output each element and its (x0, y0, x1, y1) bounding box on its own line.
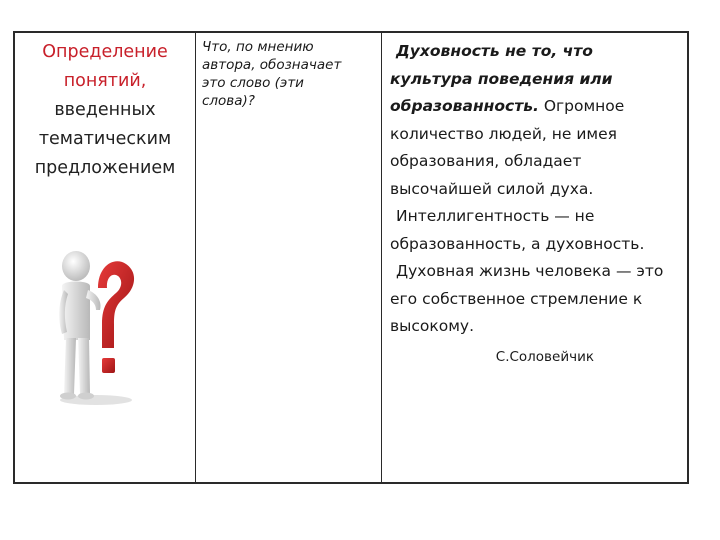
quote-line-5: образования, обладает (390, 152, 582, 170)
question-line-4: слова)? (202, 93, 255, 109)
description-line-1: введенных (54, 100, 156, 120)
column-divider-2 (381, 31, 382, 484)
quote-line-3-rest: Огромное (538, 97, 625, 115)
column-quote (390, 38, 682, 367)
term-line-2: понятий, (63, 71, 147, 91)
quote-line-3 (390, 93, 682, 121)
quote-line-1: Духовность не то, что (396, 42, 593, 60)
column-concept-definition (16, 38, 194, 183)
quote-line-4: количество людей, не имея (390, 124, 617, 143)
quote-line-9: Духовная жизнь человека — это (396, 262, 664, 280)
column-divider-1 (195, 31, 196, 484)
quote-author: С.Соловейчик (495, 348, 594, 365)
question-line-1: Что, по мнению (202, 39, 314, 55)
description-line-2: тематическим (38, 129, 172, 149)
question-line-3: это слово (эти (202, 75, 304, 91)
quote-line-7: Интеллигентность — не (396, 207, 595, 225)
quote-line-8: образованность, а духовность. (390, 234, 645, 253)
quote-line-2: культура поведения или (390, 69, 613, 88)
description-line-3: предложением (34, 158, 176, 178)
quote-line-11: высокому. (390, 317, 475, 335)
person-with-question-mark-icon (52, 244, 142, 408)
quote-line-10: его собственное стремление к (390, 289, 643, 308)
term-line-1: Определение (42, 42, 168, 62)
question-line-2: автора, обозначает (202, 57, 342, 73)
quote-line-6: высочайшей силой духа. (390, 179, 594, 198)
quote-line-3-bold: образованность. (390, 97, 539, 115)
column-question (202, 38, 378, 110)
